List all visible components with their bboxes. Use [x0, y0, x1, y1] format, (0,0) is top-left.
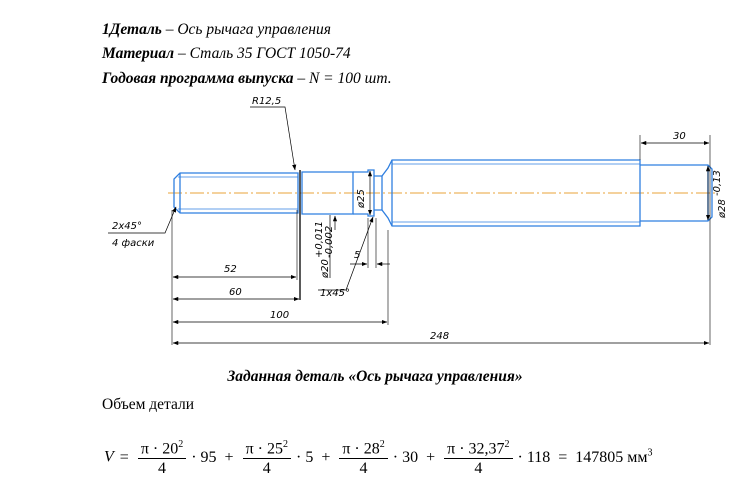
svg-text:ø20: ø20 — [320, 259, 331, 278]
svg-text:+0,011: +0,011 — [314, 220, 325, 258]
dim-100: 100 — [270, 310, 290, 321]
chamfer-note: 4 фаски — [112, 238, 155, 249]
dim-60: 60 — [229, 287, 242, 298]
svg-text:-0,13: -0,13 — [712, 170, 723, 196]
material-value: Сталь 35 ГОСТ 1050-74 — [189, 45, 351, 62]
figure-caption: Заданная деталь «Ось рычага управления» — [227, 368, 523, 385]
volume-label: Объем детали — [102, 396, 195, 413]
detail-number: 1 — [102, 21, 110, 38]
shaft-drawing — [0, 92, 750, 352]
dim-248: 248 — [430, 331, 450, 342]
plus-3: + — [426, 448, 436, 466]
term-1: $\frac{\pi \cdot 20^2}{4}$ — [138, 436, 186, 479]
dimension-lines — [108, 107, 709, 343]
groove-chamfer: 1х45° — [320, 288, 351, 299]
extension-lines — [172, 135, 710, 345]
svg-text:ø25: ø25 — [356, 189, 367, 208]
program-value: N = 100 шт. — [308, 70, 392, 87]
term-4: $\frac{\pi \cdot 32,37^2}{4}$ — [444, 436, 512, 479]
header-line-detail — [102, 20, 331, 40]
detail-label: Деталь — [109, 21, 162, 38]
formula-result: 147805 — [575, 448, 624, 466]
formula-lhs: V — [104, 448, 114, 466]
formula-unit: $мм^3$ — [627, 448, 653, 467]
dim-52: 52 — [224, 264, 237, 275]
groove-width: 5 — [354, 250, 361, 261]
plus-2: + — [321, 448, 331, 466]
dim-30: 30 — [673, 131, 686, 142]
term-2: $\frac{\pi \cdot 25^2}{4}$ — [243, 436, 291, 479]
material-label: Материал — [102, 45, 175, 62]
d20-label — [314, 221, 335, 279]
d28-label — [712, 170, 728, 219]
chamfer-label: 2х45° — [112, 221, 143, 232]
program-label: Годовая программа выпуска — [102, 70, 294, 87]
svg-text:ø28: ø28 — [717, 199, 728, 218]
term-3: $\frac{\pi \cdot 28^2}{4}$ — [339, 436, 387, 479]
volume-formula: V = $\frac{\pi \cdot 20^2}{4}$ · 95 + $\frac{\pi \cdot 25^2}{4}$ · 5 + $\frac{\pi \cdot 28^2}{4}$ · 30 + $\frac{\pi \cdot 32,37^2}{4}$ · 118 = 147805 $мм^3$ — [104, 436, 655, 479]
svg-text:-0,002: -0,002 — [324, 225, 335, 258]
header-line-program — [102, 69, 392, 89]
material-sep: – — [174, 45, 190, 62]
program-sep: – — [293, 70, 309, 87]
formula-eq: = — [119, 448, 129, 466]
d25-label — [356, 189, 367, 209]
header-line-material — [102, 44, 351, 64]
radius-label: R12,5 — [252, 96, 282, 107]
plus-1: + — [224, 448, 234, 466]
detail-value: Ось рычага управления — [177, 21, 331, 38]
detail-sep: – — [161, 21, 178, 38]
formula-eq-2: = — [558, 448, 568, 466]
